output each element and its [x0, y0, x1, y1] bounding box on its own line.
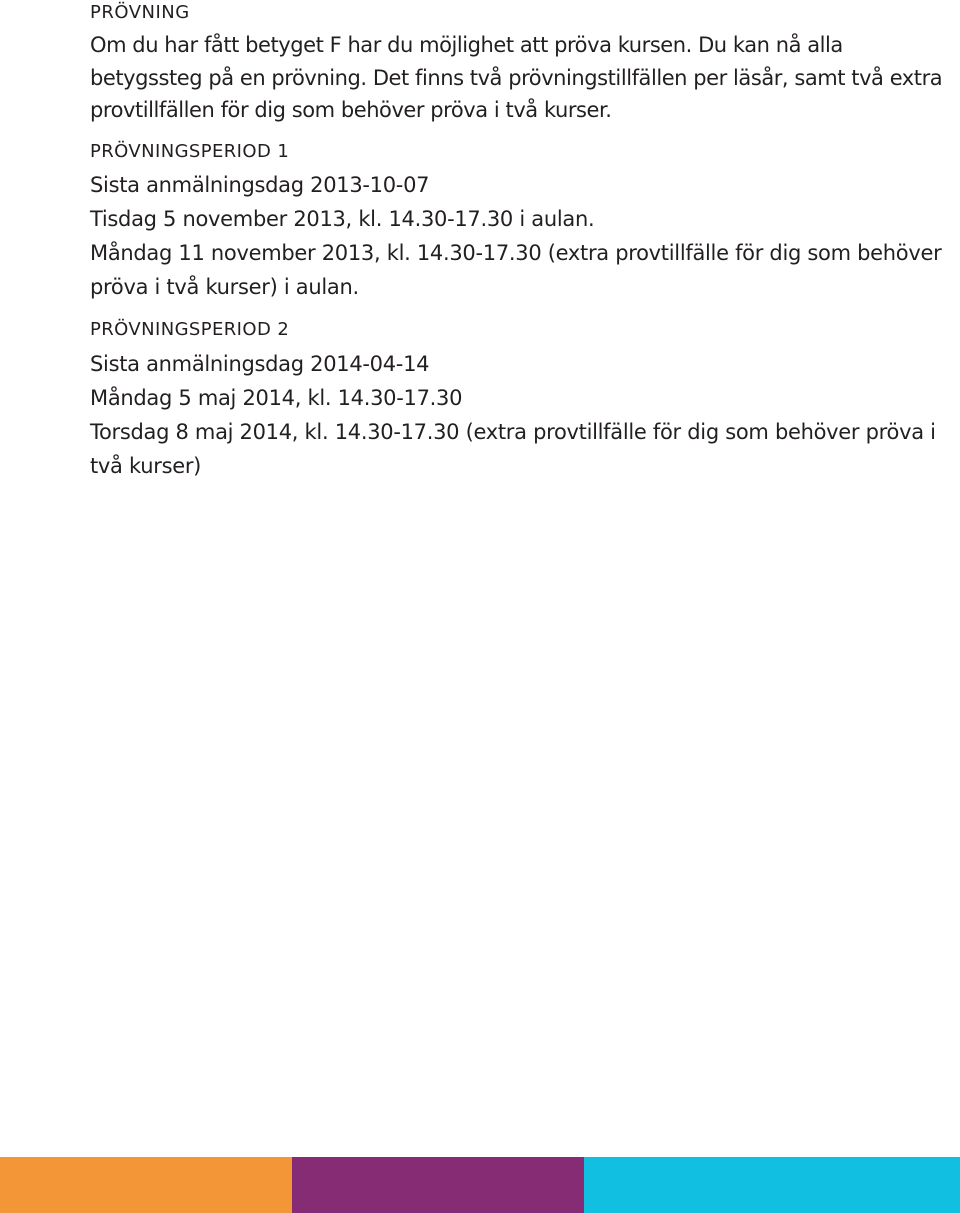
period-2-heading: PRÖVNINGSPERIOD 2: [90, 318, 290, 340]
period-1-list: [90, 168, 950, 304]
section-heading-provning: PRÖVNING: [90, 2, 190, 23]
intro-paragraph: Om du har fått betyget F har du möjlighet att pröva kursen. Du kan nå alla betygssteg på en prövning. Det finns två prövningstillfällen per läsår, samt två extra provtillfällen för dig som behöver pröva i två kurser.: [90, 33, 943, 122]
period-1-date-1: Tisdag 5 november 2013, kl. 14.30-17.30 i aulan.: [90, 206, 595, 231]
footer-segment-cyan: [584, 1157, 960, 1213]
period-2-date-2: Torsdag 8 maj 2014, kl. 14.30-17.30 (extra provtillfälle för dig som behöver pröva i två kurser): [90, 419, 936, 478]
document-body: [90, 0, 950, 483]
period-1-heading: PRÖVNINGSPERIOD 1: [90, 140, 290, 162]
period-1-date-2: Måndag 11 november 2013, kl. 14.30-17.30 (extra provtillfälle för dig som behöver pröva i två kurser) i aulan.: [90, 240, 942, 299]
period-2-list: [90, 347, 950, 483]
period-2-deadline: Sista anmälningsdag 2014-04-14: [90, 351, 430, 376]
period-1-deadline: Sista anmälningsdag 2013-10-07: [90, 172, 430, 197]
footer-segment-purple: [292, 1157, 584, 1213]
footer-segment-orange: [0, 1157, 292, 1213]
period-2-date-1: Måndag 5 maj 2014, kl. 14.30-17.30: [90, 385, 463, 410]
footer-color-bar: [0, 1157, 960, 1213]
